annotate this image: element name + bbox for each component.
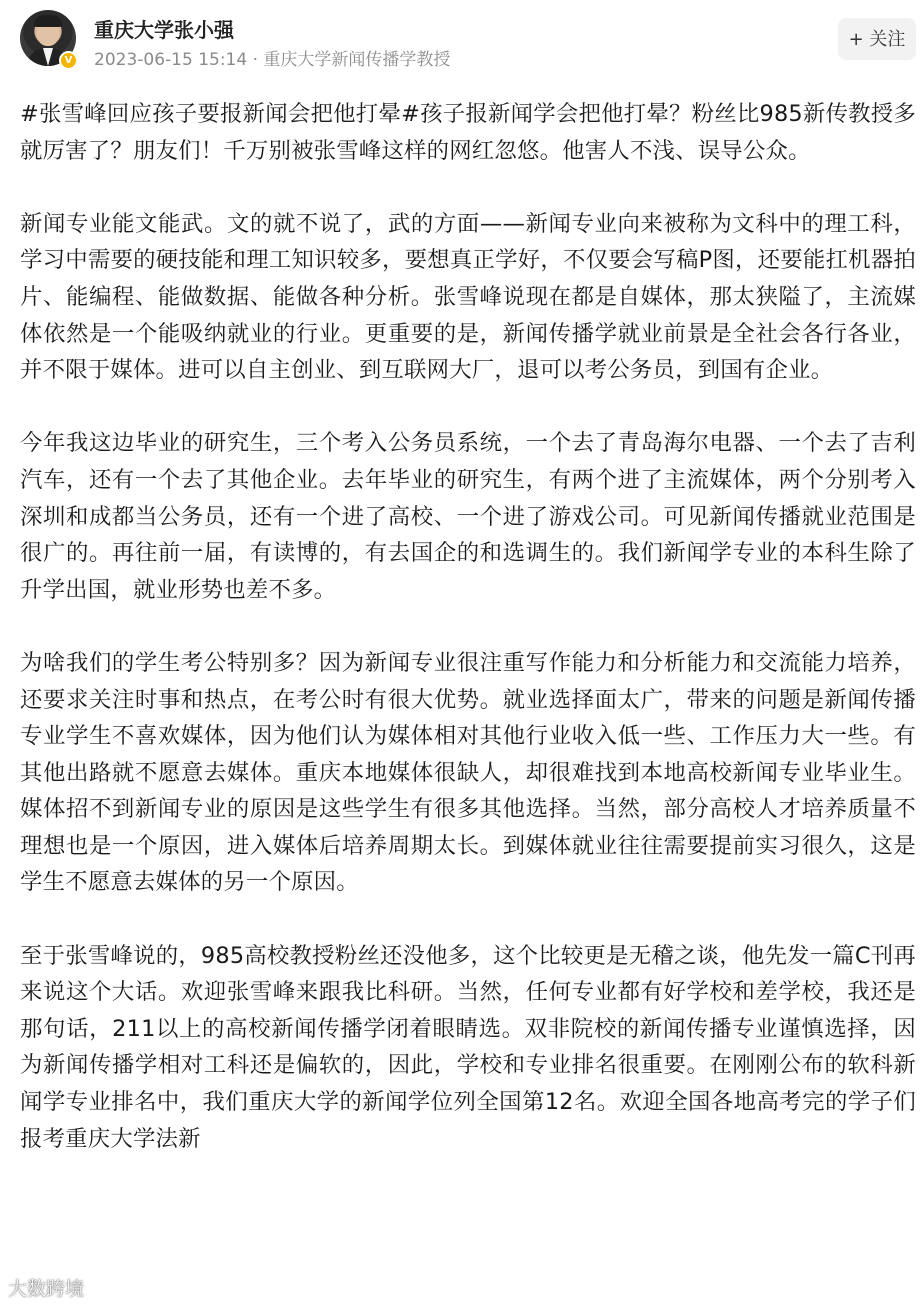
- verified-badge-icon: V: [59, 51, 78, 70]
- post-paragraph: 为啥我们的学生考公特别多？因为新闻专业很注重写作能力和分析能力和交流能力培养，还要求关注时事和热点，在考公时有很大优势。就业选择面太广，带来的问题是新闻传播专业学生不喜欢媒体，因为他们认为媒体相对其他行业收入低一些、工作压力大一些。有其他出路就不愿意去媒体。重庆本地媒体很缺人，却很难找到本地高校新闻专业毕业生。媒体招不到新闻专业的原因是这些学生有很多其他选择。当然，部分高校人才培养质量不理想也是一个原因，进入媒体后培养周期太长。到媒体就业往往需要提前实习很久，这是学生不愿意去媒体的另一个原因。: [20, 649, 916, 896]
- post-timestamp: 2023-06-15 15:14: [94, 50, 248, 70]
- avatar-hair: [34, 15, 62, 27]
- post-paragraph: 今年我这边毕业的研究生，三个考入公务员系统，一个去了青岛海尔电器、一个去了吉利汽车，还有一个去了其他企业。去年毕业的研究生，有两个进了主流媒体，两个分别考入深圳和成都当公务员，还有一个进了高校、一个进了游戏公司。可见新闻传播就业范围是很广的。再往前一届，有读博的，有去国企的和选调生的。我们新闻学专业的本科生除了升学出国，就业形势也差不多。: [20, 430, 916, 603]
- post-paragraph: 新闻专业能文能武。文的就不说了，武的方面——新闻专业向来被称为文科中的理工科，学习中需要的硬技能和理工知识较多，要想真正学好，不仅要会写稿P图，还要能扛机器拍片、能编程、能做数据、能做各种分析。张雪峰说现在都是自媒体，那太狭隘了，主流媒体依然是一个能吸纳就业的行业。更重要的是，新闻传播学就业前景是全社会各行各业，并不限于媒体。进可以自主创业、到互联网大厂，退可以考公务员，到国有企业。: [20, 210, 916, 384]
- meta-separator: ·: [247, 50, 264, 70]
- author-title: 重庆大学新闻传播学教授: [263, 50, 451, 70]
- post-header: [0, 0, 922, 80]
- post-paragraph: #张雪峰回应孩子要报新闻会把他打晕#孩子报新闻学会把他打晕？粉丝比985新传教授多就厉害了？朋友们！千万别被张雪峰这样的网红忽悠。他害人不浅、误导公众。: [20, 101, 916, 164]
- post-body: [20, 96, 916, 1194]
- post-paragraph: 至于张雪峰说的，985高校教授粉丝还没他多，这个比较更是无稽之谈，他先发一篇C刊再来说这个大话。欢迎张雪峰来跟我比科研。当然，任何专业都有好学校和差学校，我还是那句话，211以上的高校新闻传播学闭着眼睛选。双非院校的新闻传播专业谨慎选择，因为新闻传播学相对工科还是偏软的，因此，学校和专业排名很重要。在刚刚公布的软科新闻学专业排名中，我们重庆大学的新闻学位列全国第12名。欢迎全国各地高考完的学子们报考重庆大学法新: [20, 942, 916, 1152]
- follow-button[interactable]: + 关注: [838, 18, 916, 60]
- post-meta: [94, 45, 450, 70]
- author-name[interactable]: 重庆大学张小强: [94, 18, 234, 42]
- watermark-text: 大数跨境: [8, 1278, 85, 1300]
- watermark: [8, 1274, 84, 1301]
